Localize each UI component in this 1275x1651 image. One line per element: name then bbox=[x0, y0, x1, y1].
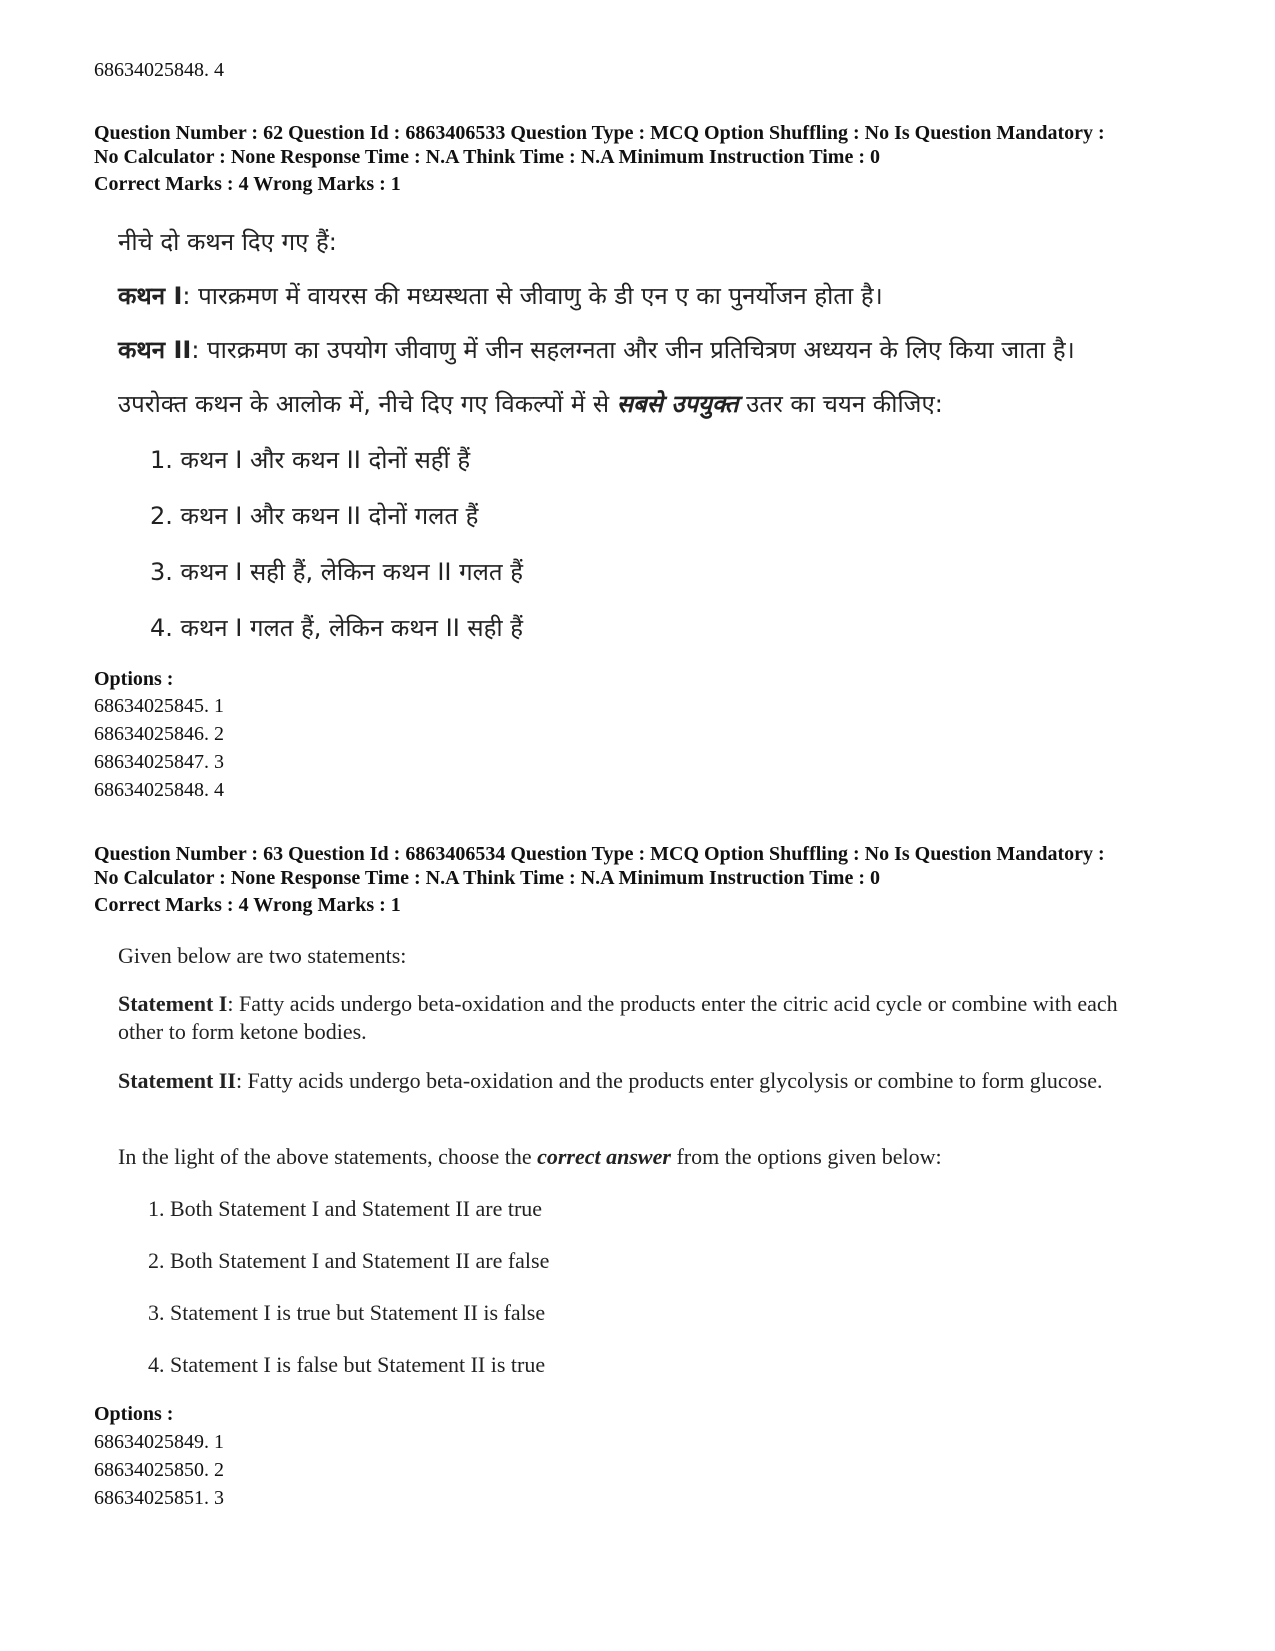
q63-statement-1-label: Statement I bbox=[118, 991, 228, 1016]
q62-statement-2-text: : पारक्रमण का उपयोग जीवाणु में जीन सहलग्नता और जीन प्रतिचित्रण अध्ययन के लिए किया जाता है। bbox=[191, 336, 1075, 364]
top-option-line: 68634025848. 4 bbox=[94, 59, 224, 81]
q62-instruction bbox=[118, 388, 943, 420]
q62-option-2: 68634025846. 2 bbox=[94, 723, 224, 745]
q63-choice-3: 3. Statement I is true but Statement II is false bbox=[148, 1300, 546, 1325]
q62-marks: Correct Marks : 4 Wrong Marks : 1 bbox=[94, 173, 401, 195]
q63-meta-line2: No Calculator : None Response Time : N.A Think Time : N.A Minimum Instruction Time : 0 bbox=[94, 867, 880, 889]
q63-option-2: 68634025850. 2 bbox=[94, 1459, 224, 1481]
q63-instruction-emphasis: correct answer bbox=[537, 1144, 671, 1169]
q63-option-3: 68634025851. 3 bbox=[94, 1487, 224, 1509]
q62-intro: नीचे दो कथन दिए गए हैं: bbox=[118, 228, 337, 256]
q63-statement-1 bbox=[118, 990, 1118, 1046]
q63-meta-line1: Question Number : 63 Question Id : 6863406534 Question Type : MCQ Option Shuffling : No Is Question Mandatory : bbox=[94, 843, 1105, 865]
q62-statement-1-text: : पारक्रमण में वायरस की मध्यस्थता से जीवाणु के डी एन ए का पुनर्योजन होता है। bbox=[182, 282, 883, 310]
q63-statement-1-text: : Fatty acids undergo beta-oxidation and the products enter the citric acid cycle or combine with each other to form ketone bodies. bbox=[118, 991, 1118, 1044]
q63-intro: Given below are two statements: bbox=[118, 943, 407, 968]
q62-choice-3: 3. कथन I सही हैं, लेकिन कथन II गलत हैं bbox=[150, 558, 523, 586]
q62-meta-line2: No Calculator : None Response Time : N.A Think Time : N.A Minimum Instruction Time : 0 bbox=[94, 146, 880, 168]
q62-instruction-post: उतर का चयन कीजिए: bbox=[738, 390, 943, 418]
q62-statement-1 bbox=[118, 280, 883, 312]
q62-choice-2: 2. कथन I और कथन II दोनों गलत हैं bbox=[150, 502, 479, 530]
q62-instruction-emphasis: सबसे उपयुक्त bbox=[616, 390, 739, 418]
q62-statement-2 bbox=[118, 334, 1075, 366]
q62-option-4: 68634025848. 4 bbox=[94, 779, 224, 801]
q62-option-1: 68634025845. 1 bbox=[94, 695, 224, 717]
q62-meta-line1: Question Number : 62 Question Id : 6863406533 Question Type : MCQ Option Shuffling : No Is Question Mandatory : bbox=[94, 122, 1105, 144]
q62-choice-4: 4. कथन I गलत हैं, लेकिन कथन II सही हैं bbox=[150, 614, 523, 642]
q63-statement-2 bbox=[118, 1067, 1118, 1095]
q63-marks: Correct Marks : 4 Wrong Marks : 1 bbox=[94, 894, 401, 916]
q62-options-label: Options : bbox=[94, 668, 174, 690]
q63-statement-2-text: : Fatty acids undergo beta-oxidation and the products enter glycolysis or combine to form glucose. bbox=[235, 1068, 1103, 1093]
q62-statement-1-label: कथन I bbox=[118, 282, 183, 310]
q63-statement-2-label: Statement II bbox=[118, 1068, 236, 1093]
q63-options-label: Options : bbox=[94, 1403, 174, 1425]
q62-choice-1: 1. कथन I और कथन II दोनों सहीं हैं bbox=[150, 446, 471, 474]
q63-choice-4: 4. Statement I is false but Statement II is true bbox=[148, 1352, 546, 1377]
q63-choice-2: 2. Both Statement I and Statement II are false bbox=[148, 1248, 550, 1273]
q63-instruction bbox=[118, 1143, 942, 1171]
q62-statement-2-label: कथन II bbox=[118, 336, 192, 364]
q63-instruction-pre: In the light of the above statements, choose the bbox=[118, 1144, 538, 1169]
q62-instruction-pre: उपरोक्त कथन के आलोक में, नीचे दिए गए विकल्पों में से bbox=[118, 390, 617, 418]
q63-choice-1: 1. Both Statement I and Statement II are true bbox=[148, 1196, 543, 1221]
q63-instruction-post: from the options given below: bbox=[670, 1144, 942, 1169]
q62-option-3: 68634025847. 3 bbox=[94, 751, 224, 773]
q63-option-1: 68634025849. 1 bbox=[94, 1431, 224, 1453]
